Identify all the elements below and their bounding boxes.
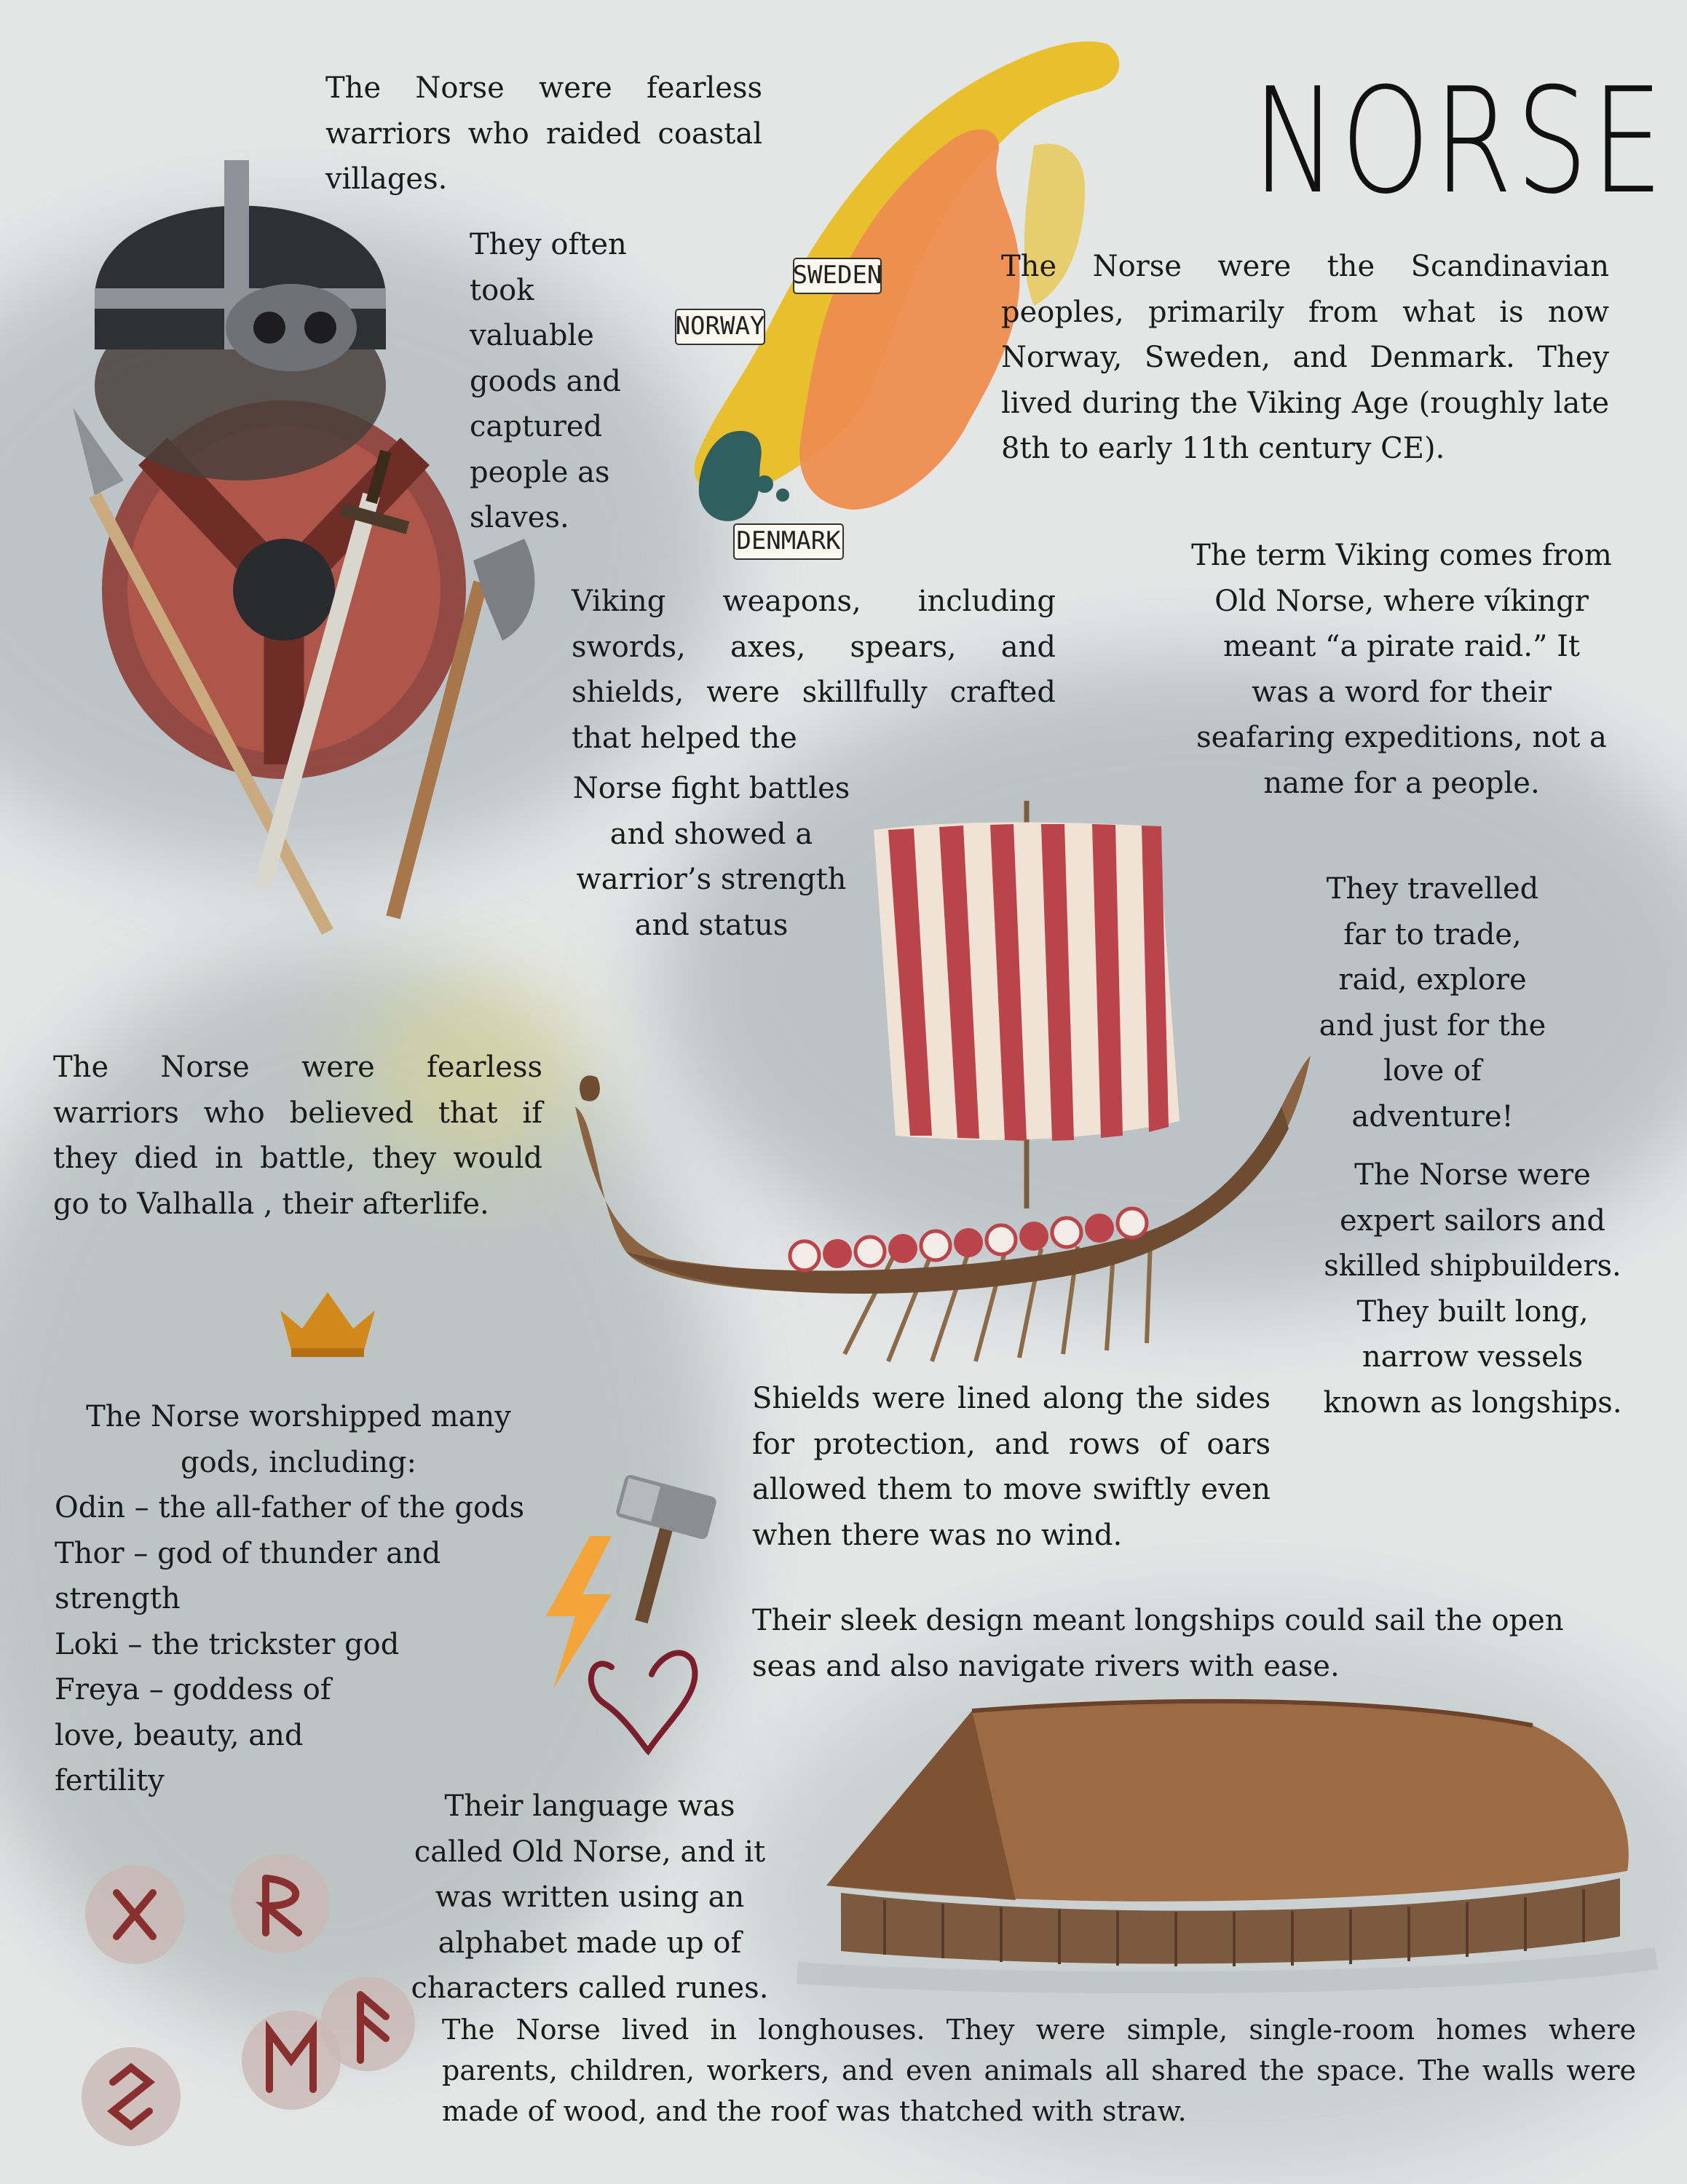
travelled-text: They travelled far to trade, raid, explore and just for the love of adventure! bbox=[1319, 872, 1546, 1133]
gods-intro: The Norse worshipped many gods, including: bbox=[86, 1400, 511, 1479]
longhouse-roof bbox=[826, 1701, 1629, 1902]
valhalla-text: The Norse were fearless warriors who believed that if they died in battle, they would go to Valhalla , their afterlife. bbox=[53, 1051, 542, 1221]
intro-text: The Norse were the Scandinavian peoples, primarily from what is now Norway, Sweden, and Denmark. They lived during the Viking Age (roughly late 8th to early 11th century CE). bbox=[1001, 250, 1609, 465]
denmark-island bbox=[776, 488, 789, 502]
svg-text:DENMARK: DENMARK bbox=[736, 526, 841, 555]
rune-stone-icon bbox=[231, 1854, 330, 1953]
norway-label bbox=[676, 309, 765, 344]
longhouses-text: The Norse lived in longhouses. They were simple, single-room homes where parents, children, workers, and even animals all shared the space. The walls were made of wood, and the roof was thatched with straw. bbox=[442, 2014, 1636, 2127]
helmet-icon bbox=[95, 160, 386, 480]
sailors-text: The Norse were expert sailors and skilled shipbuilders. They built long, narrow vessels known as longships. bbox=[1323, 1158, 1622, 1420]
sleek-design-text: Their sleek design meant longships could sail the open seas and also navigate rivers with ease. bbox=[752, 1604, 1564, 1683]
weapons-text-continued: Norse fight battles and showed a warrior’s strength and status bbox=[572, 772, 850, 942]
rune-stone-icon bbox=[242, 2011, 341, 2110]
crown-icon bbox=[277, 1289, 379, 1361]
sweden-label bbox=[793, 258, 882, 293]
rune-stones bbox=[73, 1849, 422, 2162]
denmark-island bbox=[756, 475, 773, 493]
longship-icon bbox=[553, 801, 1340, 1383]
term-viking-text: The term Viking comes from Old Norse, where víkingr meant “a pirate raid.” It was a word for their seafaring expeditions, not a name for a people. bbox=[1191, 539, 1612, 800]
rune-stone-icon bbox=[85, 1865, 184, 1964]
rune-stone-icon bbox=[82, 2047, 181, 2146]
sail bbox=[874, 823, 1180, 1141]
god-odin: Odin – the all-father of the gods bbox=[55, 1491, 525, 1524]
weapons-text: Viking weapons, including swords, axes, spears, and shields, were skillfully crafted that helped the bbox=[572, 585, 1056, 755]
svg-text:NORWAY: NORWAY bbox=[675, 312, 765, 341]
sweden-region bbox=[799, 130, 1019, 510]
longhouse-icon bbox=[797, 1682, 1656, 1987]
page-title: NORSE bbox=[1252, 57, 1667, 226]
language-text: Their language was called Old Norse, and it was written using an alphabet made up of characters called runes. bbox=[411, 1789, 769, 2005]
gods-section bbox=[55, 1394, 542, 1804]
god-thor: Thor – god of thunder and strength bbox=[55, 1536, 441, 1615]
warriors-raided-text: The Norse were fearless warriors who raided coastal villages. bbox=[325, 71, 762, 196]
svg-text:SWEDEN: SWEDEN bbox=[792, 261, 882, 290]
denmark-label bbox=[734, 524, 843, 559]
heart-icon bbox=[582, 1645, 706, 1754]
valuable-goods-text: They often took valuable goods and captured people as slaves. bbox=[470, 228, 627, 534]
shields-lined-text: Shields were lined along the sides for protection, and rows of oars allowed them to move swiftly even when there was no wind. bbox=[752, 1382, 1271, 1552]
god-freya: Freya – goddess of love, beauty, and fertility bbox=[55, 1673, 331, 1797]
god-loki: Loki – the trickster god bbox=[55, 1627, 400, 1661]
